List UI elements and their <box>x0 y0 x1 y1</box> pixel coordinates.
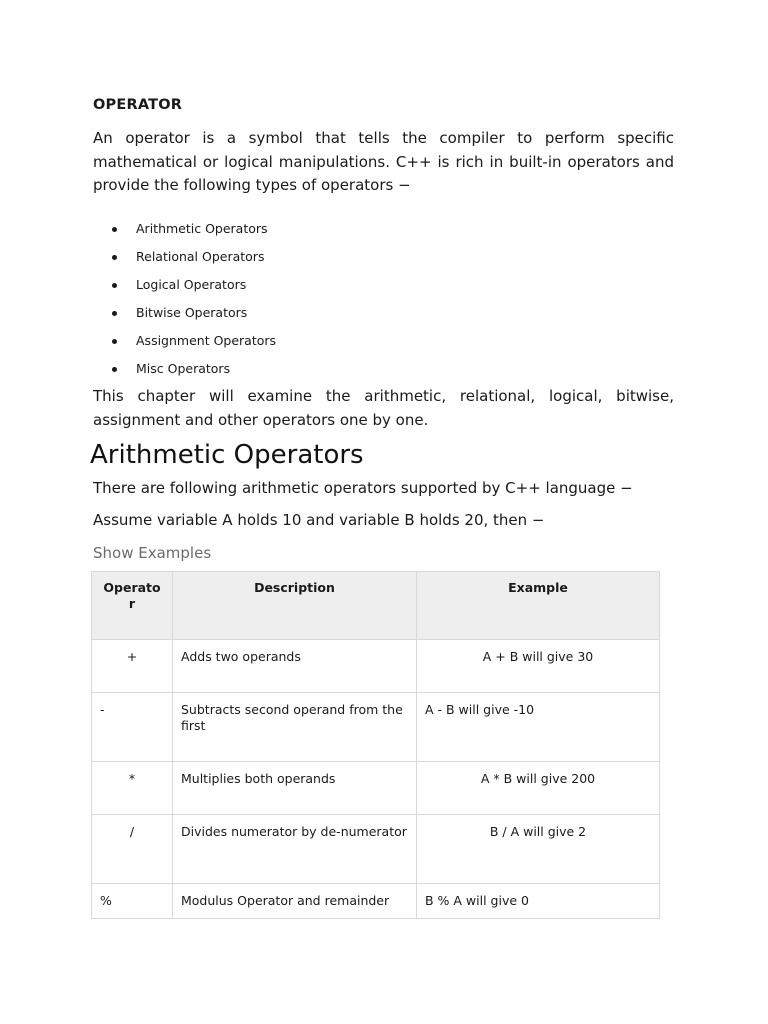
arithmetic-intro-line: There are following arithmetic operators supported by C++ language − <box>93 479 633 497</box>
cell-example: A - B will give -10 <box>417 693 660 762</box>
table-row <box>92 762 660 815</box>
list-item: Bitwise Operators <box>93 302 276 330</box>
operator-heading: OPERATOR <box>93 97 183 113</box>
table-row <box>92 815 660 884</box>
list-item: Assignment Operators <box>93 330 276 358</box>
cell-description: Subtracts second operand from the first <box>173 693 417 762</box>
header-operator: Operato r <box>92 572 173 640</box>
header-description: Description <box>173 572 417 640</box>
table-row <box>92 640 660 693</box>
list-item: Misc Operators <box>93 358 276 386</box>
bullet-icon <box>112 367 117 372</box>
cell-operator: * <box>92 762 173 815</box>
list-item: Relational Operators <box>93 246 276 274</box>
arithmetic-operators-title: Arithmetic Operators <box>90 440 364 470</box>
chapter-paragraph: This chapter will examine the arithmetic, relational, logical, bitwise, assignment and other operators one by one. <box>93 387 674 429</box>
cell-example: B % A will give 0 <box>417 884 660 919</box>
bullet-icon <box>112 311 117 316</box>
list-item: Logical Operators <box>93 274 276 302</box>
cell-operator: + <box>92 640 173 693</box>
header-example: Example <box>417 572 660 640</box>
cell-operator: % <box>92 884 173 919</box>
bullet-icon <box>112 339 117 344</box>
cell-description: Modulus Operator and remainder <box>173 884 417 919</box>
bullet-icon <box>112 283 117 288</box>
cell-operator: - <box>92 693 173 762</box>
cell-description: Divides numerator by de-numerator <box>173 815 417 884</box>
operator-types-list <box>93 218 276 386</box>
table-row <box>92 693 660 762</box>
table-header-row <box>92 572 660 640</box>
cell-example: A + B will give 30 <box>417 640 660 693</box>
cell-example: A * B will give 200 <box>417 762 660 815</box>
show-examples-link[interactable]: Show Examples <box>93 544 212 562</box>
arithmetic-operators-table <box>91 571 660 919</box>
bullet-icon <box>112 227 117 232</box>
cell-operator: / <box>92 815 173 884</box>
list-item: Arithmetic Operators <box>93 218 276 246</box>
variables-assumption-line: Assume variable A holds 10 and variable B holds 20, then − <box>93 511 545 529</box>
cell-description: Multiplies both operands <box>173 762 417 815</box>
table-row <box>92 884 660 919</box>
cell-description: Adds two operands <box>173 640 417 693</box>
intro-paragraph: An operator is a symbol that tells the compiler to perform specific mathematical or logical manipulations. C++ is rich in built-in operators and provide the following types of operators − <box>93 129 674 194</box>
cell-example: B / A will give 2 <box>417 815 660 884</box>
bullet-icon <box>112 255 117 260</box>
